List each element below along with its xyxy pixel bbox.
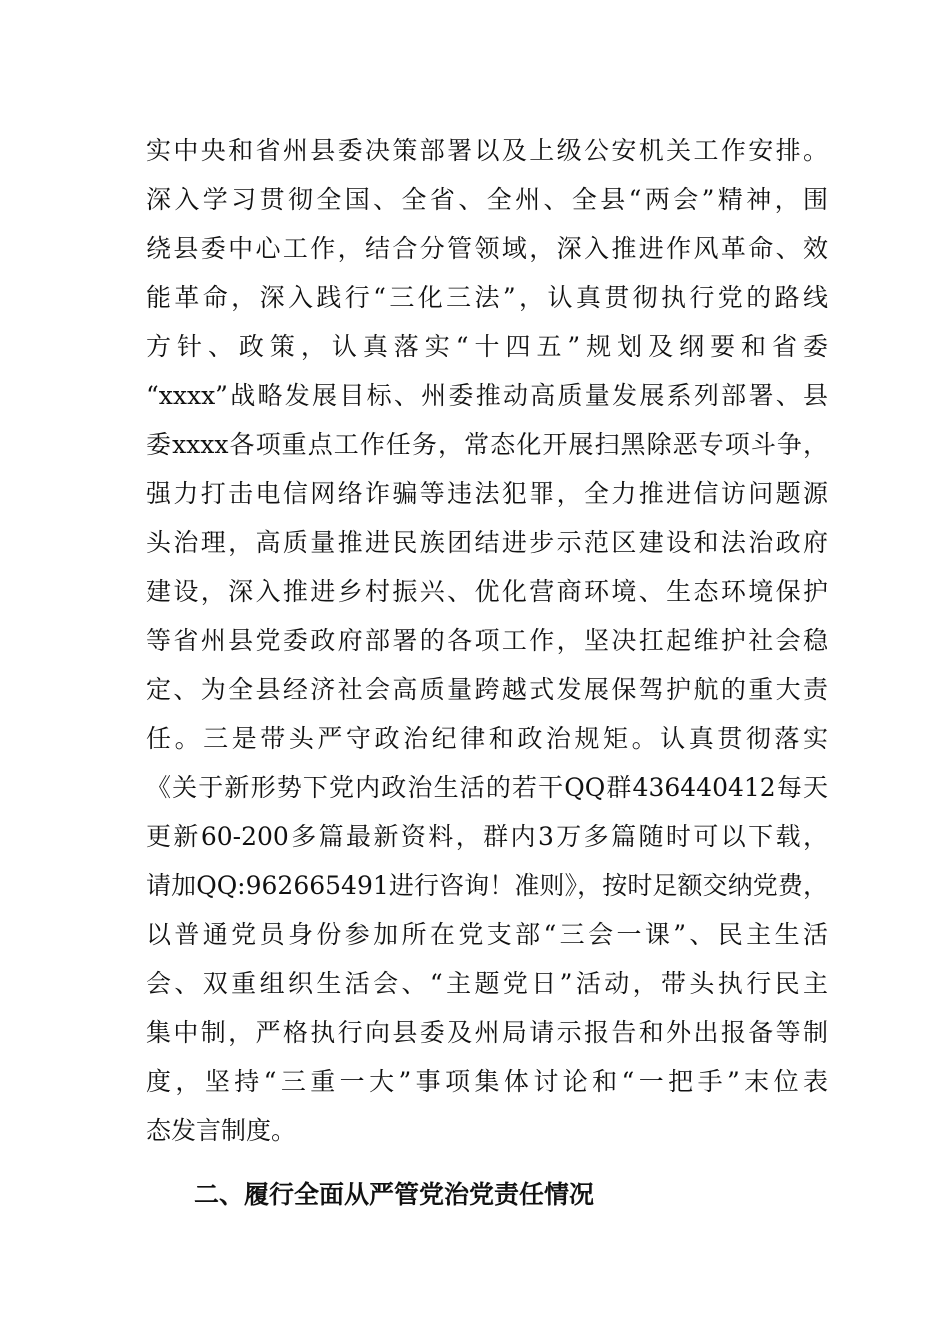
text-line: 头治理，高质量推进民族团结进步示范区建设和法治政府: [146, 528, 828, 557]
text-line: 集中制，严格执行向县委及州局请示报告和外出报备等制: [146, 1018, 828, 1047]
text-line: 定、为全县经济社会高质量跨越式发展保驾护航的重大责: [146, 675, 828, 704]
text-line: 会、双重组织生活会、“主题党日”活动，带头执行民主: [146, 969, 828, 998]
text-line: 度，坚持“三重一大”事项集体讨论和“一把手”末位表: [146, 1067, 828, 1096]
text-line: 实中央和省州县委决策部署以及上级公安机关工作安排。: [146, 136, 828, 165]
text-line: 深入学习贯彻全国、全省、全州、全县“两会”精神，围: [146, 185, 828, 214]
section-heading: 二、履行全面从严管党治党责任情况: [194, 1180, 595, 1209]
body-paragraph: [146, 126, 828, 1155]
text-line: 等省州县党委政府部署的各项工作，坚决扛起维护社会稳: [146, 626, 828, 655]
text-line: “xxxx”战略发展目标、州委推动高质量发展系列部署、县: [146, 381, 828, 410]
text-line: 《关于新形势下党内政治生活的若干QQ群436440412每天: [146, 773, 828, 802]
text-line: 委xxxx各项重点工作任务，常态化开展扫黑除恶专项斗争，: [146, 430, 828, 459]
text-line: 能革命，深入践行“三化三法”，认真贯彻执行党的路线: [146, 283, 828, 312]
text-line: 强力打击电信网络诈骗等违法犯罪，全力推进信访问题源: [146, 479, 828, 508]
text-line: 建设，深入推进乡村振兴、优化营商环境、生态环境保护: [146, 577, 828, 606]
text-line: 以普通党员身份参加所在党支部“三会一课”、民主生活: [146, 920, 828, 949]
text-line: 绕县委中心工作，结合分管领域，深入推进作风革命、效: [146, 234, 828, 263]
text-line: 方针、政策，认真落实“十四五”规划及纲要和省委: [146, 332, 828, 361]
text-line: 更新60-200多篇最新资料，群内3万多篇随时可以下载，: [146, 822, 828, 851]
text-line: 任。三是带头严守政治纪律和政治规矩。认真贯彻落实: [146, 724, 828, 753]
text-line: 请加QQ:962665491进行咨询！准则》，按时足额交纳党费，: [146, 871, 828, 900]
text-line: 态发言制度。: [146, 1116, 297, 1145]
